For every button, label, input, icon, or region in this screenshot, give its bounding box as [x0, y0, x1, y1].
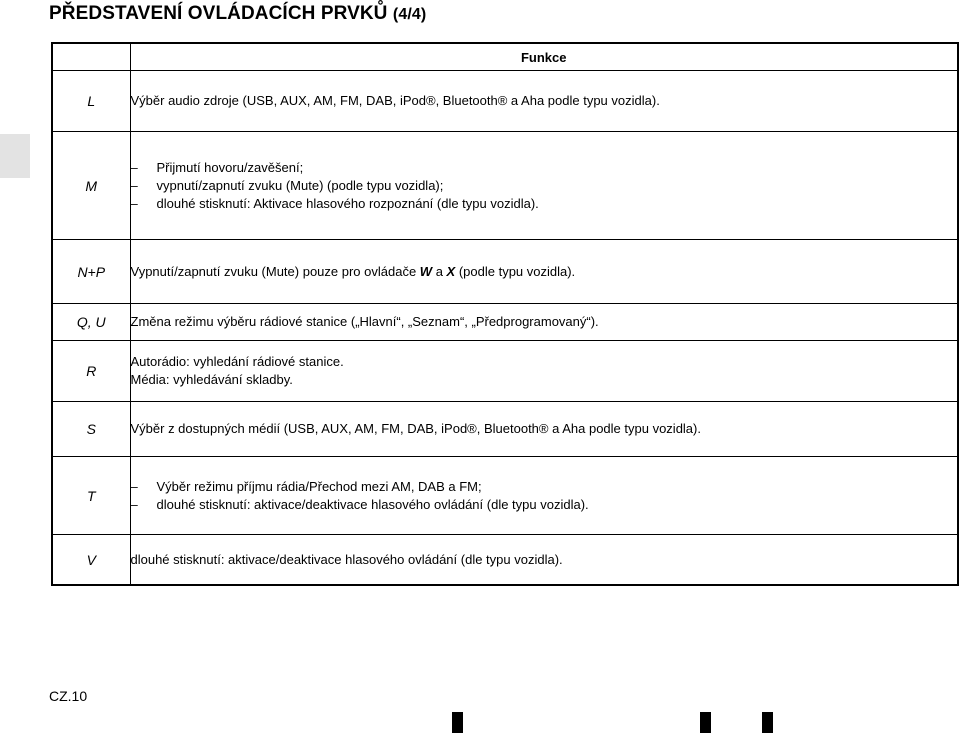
dash-bullet: – — [130, 195, 138, 211]
side-tab-marker — [0, 134, 30, 178]
table-row — [52, 71, 958, 132]
description-text: dlouhé stisknutí: aktivace/deaktivace hlasového ovládání (dle typu vozidla). — [156, 496, 589, 512]
description-text: Přijmutí hovoru/zavěšení; — [156, 159, 304, 175]
control-description — [130, 304, 958, 341]
control-description — [130, 457, 958, 535]
control-description — [130, 535, 958, 586]
dash-bullet: – — [130, 159, 138, 175]
controls-table — [51, 42, 959, 586]
title-suffix: (4/4) — [392, 6, 427, 23]
description-line — [131, 159, 958, 177]
title-text: PŘEDSTAVENÍ OVLÁDACÍCH PRVKŮ — [49, 3, 388, 24]
print-crop-mark — [762, 712, 773, 733]
control-description — [130, 71, 958, 132]
table-row — [52, 240, 958, 304]
control-key: N+P — [52, 240, 130, 304]
control-key: V — [52, 535, 130, 586]
description-line — [131, 478, 958, 496]
table-row — [52, 457, 958, 535]
control-letter-x: X — [446, 263, 456, 279]
control-description — [130, 240, 958, 304]
control-description — [130, 341, 958, 402]
dash-bullet: – — [130, 496, 138, 512]
description-line: Výběr z dostupných médií (USB, AUX, AM, FM, DAB, iPod®, Bluetooth® a Aha podle typu vozidla). — [130, 421, 701, 436]
control-letter-w: W — [419, 263, 433, 279]
table-row — [52, 535, 958, 586]
print-crop-mark — [452, 712, 463, 733]
description-line: Výběr audio zdroje (USB, AUX, AM, FM, DAB, iPod®, Bluetooth® a Aha podle typu vozidla). — [130, 93, 660, 108]
table-row — [52, 132, 958, 240]
description-line: dlouhé stisknutí: aktivace/deaktivace hlasového ovládání (dle typu vozidla). — [130, 551, 563, 567]
description-line: Vypnutí/zapnutí zvuku (Mute) pouze pro ovládače W a X (podle typu vozidla). — [130, 263, 576, 279]
page-title — [49, 3, 426, 25]
description-line — [131, 496, 958, 514]
control-key: R — [52, 341, 130, 402]
control-key: S — [52, 402, 130, 457]
control-key: Q, U — [52, 304, 130, 341]
table-row — [52, 341, 958, 402]
description-text: dlouhé stisknutí: Aktivace hlasového rozpoznání (dle typu vozidla). — [156, 195, 539, 211]
description-line: Média: vyhledávání skladby. — [130, 372, 293, 387]
table-row — [52, 304, 958, 341]
control-description — [130, 132, 958, 240]
control-key: M — [52, 132, 130, 240]
table-row — [52, 402, 958, 457]
description-line: Autorádio: vyhledání rádiové stanice. — [130, 354, 344, 369]
description-line: Změna režimu výběru rádiové stanice („Hlavní“, „Seznam“, „Předprogramovaný“). — [130, 314, 599, 329]
print-crop-mark — [700, 712, 711, 733]
control-description — [130, 402, 958, 457]
column-header-funkce: Funkce — [130, 43, 958, 71]
control-key: T — [52, 457, 130, 535]
description-text: vypnutí/zapnutí zvuku (Mute) (podle typu vozidla); — [156, 177, 444, 193]
description-text: Výběr režimu příjmu rádia/Přechod mezi AM, DAB a FM; — [156, 478, 482, 494]
table-header-row — [52, 43, 958, 71]
description-line — [131, 195, 958, 213]
control-key: L — [52, 71, 130, 132]
dash-bullet: – — [130, 478, 138, 494]
dash-bullet: – — [130, 177, 138, 193]
page-number: CZ.10 — [49, 688, 88, 704]
description-line — [131, 177, 958, 195]
